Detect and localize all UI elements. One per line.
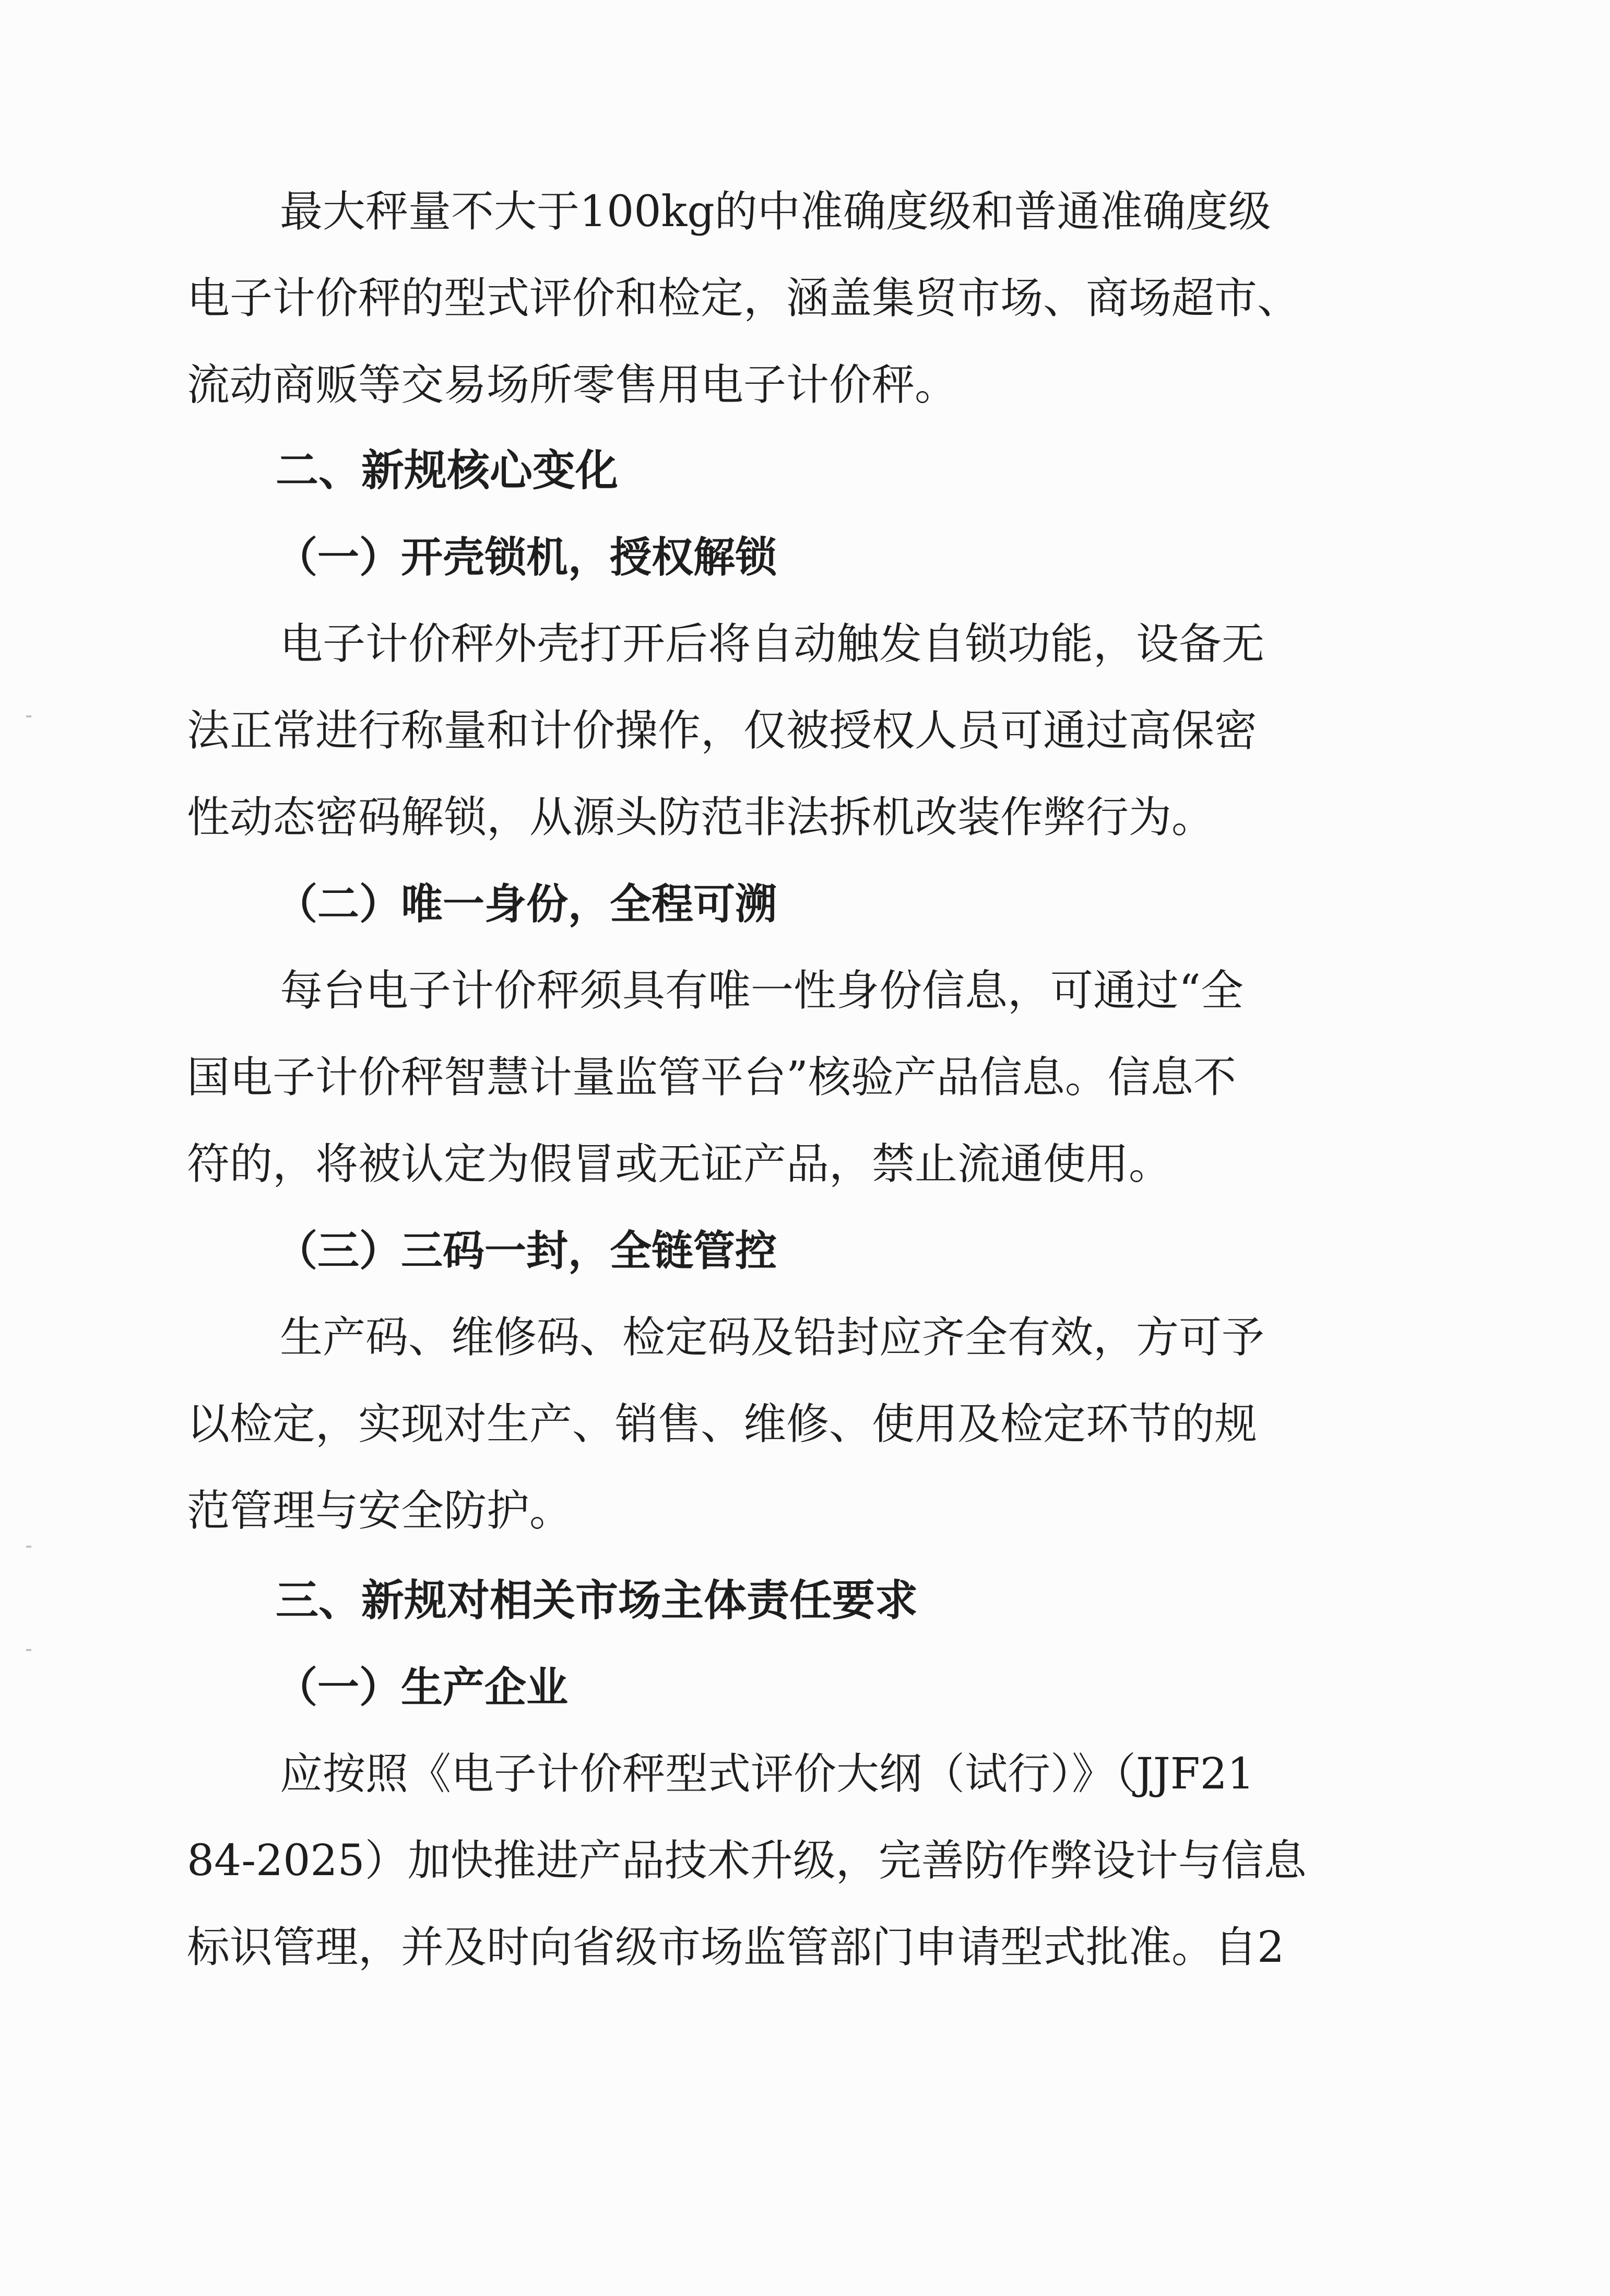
section-heading-3: 三、新规对相关市场主体责任要求: [276, 1576, 918, 1626]
scan-speck: [26, 1546, 31, 1548]
subheading-2-3: （三）三码一封，全链管控: [276, 1227, 777, 1275]
paragraph-2-3-line-2: 以检定，实现对生产、销售、维修、使用及检定环节的规: [187, 1399, 1258, 1449]
paragraph-3-1-line-2: 84-2025）加快推进产品技术升级，完善防作弊设计与信息: [187, 1836, 1307, 1886]
paragraph-2-3-line-3: 范管理与安全防护。: [187, 1486, 573, 1536]
paragraph-2-2-line-2: 国电子计价秤智慧计量监管平台”核验产品信息。信息不: [187, 1053, 1236, 1102]
paragraph-2-1-line-1: 电子计价秤外壳打开后将自动触发自锁功能，设备无: [280, 619, 1265, 669]
paragraph-2-3-line-1: 生产码、维修码、检定码及铅封应齐全有效，方可予: [280, 1313, 1265, 1362]
paragraph-3-1-line-3: 标识管理，并及时向省级市场监管部门申请型式批准。自2: [187, 1923, 1285, 1972]
subheading-3-1: （一）生产企业: [276, 1663, 568, 1712]
scan-speck: [26, 715, 31, 717]
section-heading-2: 二、新规核心变化: [276, 446, 619, 496]
subheading-2-2: （二）唯一身份，全程可溯: [276, 880, 777, 928]
paragraph-2-2-line-3: 符的，将被认定为假冒或无证产品，禁止流通使用。: [187, 1139, 1172, 1189]
paragraph-3-1-line-1: 应按照《电子计价秤型式评价大纲（试行）》（JJF21: [280, 1749, 1254, 1799]
paragraph-1-line-3: 流动商贩等交易场所零售用电子计价秤。: [187, 360, 958, 410]
subheading-2-1: （一）开壳锁机，授权解锁: [276, 533, 777, 582]
paragraph-2-1-line-3: 性动态密码解锁，从源头防范非法拆机改装作弊行为。: [187, 793, 1215, 842]
paragraph-1-line-1: 最大秤量不大于100kg的中准确度级和普通准确度级: [280, 187, 1271, 237]
paragraph-2-2-line-1: 每台电子计价秤须具有唯一性身份信息，可通过“全: [280, 966, 1244, 1016]
paragraph-2-1-line-2: 法正常进行称量和计价操作，仅被授权人员可通过高保密: [187, 706, 1258, 756]
paragraph-1-line-2: 电子计价秤的型式评价和检定，涵盖集贸市场、商场超市、: [187, 274, 1300, 323]
scan-speck: [26, 1649, 31, 1651]
